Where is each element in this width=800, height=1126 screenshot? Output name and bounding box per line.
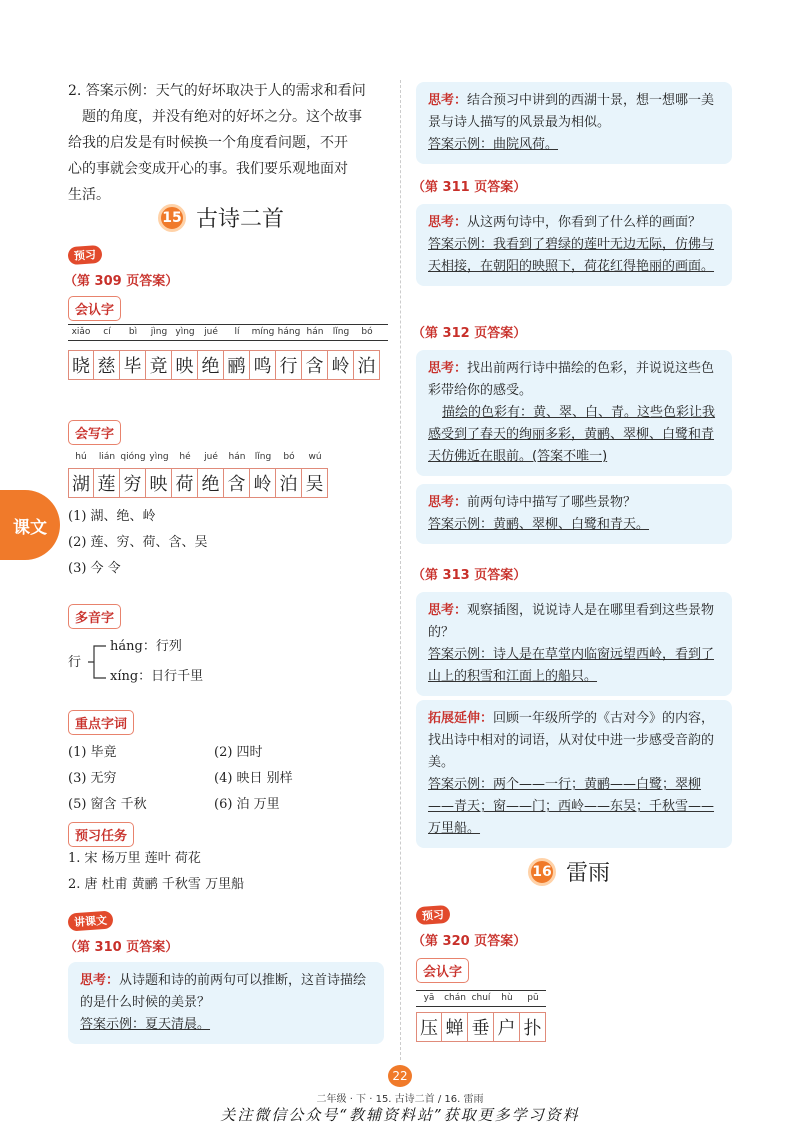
intro-paragraph [68,78,388,208]
pinyin: yìng [175,327,195,337]
recognize-char-row [68,350,380,380]
think-box-311 [416,204,732,286]
think-answer: 答案示例：曲院风荷。 [428,137,559,152]
think-label: 思考： [428,361,468,376]
list-item: (5) 窗含 千秋 [68,797,147,812]
char-cell: 绝 [198,350,224,380]
char-cell: 含 [302,350,328,380]
think-answer: 答案示例：诗人是在草堂内临窗远望西岭，看到了山上的积雪和江面上的船只。 [428,647,715,684]
char-cell: 吴 [302,468,328,498]
answer-heading-312: （第 312 页答案） [412,326,527,341]
char-cell: 绝 [198,468,224,498]
intro-line: 生活。 [68,187,110,203]
char-cell: 压 [416,1012,442,1042]
recognize-pinyin-row [416,991,546,1003]
extension-box-313 [416,700,732,848]
pinyin: lí [234,327,240,337]
list-item: (1) 湖、绝、岭 [68,509,156,524]
page-number: 22 [388,1065,412,1087]
footer-watermark-line: 关注微信公众号“教辅资料站”获取更多学习资料 [220,1106,580,1124]
think-answer: 描绘的色彩有：黄、翠、白、青。这些色彩让我感受到了春天的绚丽多彩，黄鹂、翠柳、白鹭和青天仿佛近在眼前。(答案不唯一) [428,405,716,464]
char-cell: 莲 [94,468,120,498]
think-answer: 答案示例：夏天清晨。 [80,1017,211,1032]
think-label: 思考： [428,495,468,510]
extension-label: 拓展延伸： [428,711,494,726]
polyphone-diagram [68,636,268,692]
lesson-title-text: 雷雨 [566,861,611,886]
write-char-row [68,468,328,498]
list-item: (6) 泊 万里 [214,797,280,812]
key-words-right [214,740,384,818]
think-question: 从诗题和诗的前两句可以推断，这首诗描绘的是什么时候的美景？ [80,973,367,1010]
section-side-tab: 课文 [0,490,60,560]
pinyin: lǐng [254,452,272,462]
list-item: 1. 宋 杨万里 莲叶 荷花 [68,851,201,866]
preview-task-items [68,846,388,898]
char-cell: 鹂 [224,350,250,380]
preview-task-tag: 预习任务 [68,822,134,847]
think-question: 回顾一年级所学的《古对今》的内容，找出诗中相对的词语，从对仗中进一步感受音韵的美。 [428,711,715,770]
pinyin: xiǎo [71,327,91,337]
preview-pill: 预习 [415,905,450,925]
pinyin: jìng [150,327,168,337]
think-box-313a [416,592,732,696]
pinyin: hán [306,327,324,337]
pinyin: hù [501,993,513,1003]
char-cell: 行 [276,350,302,380]
lesson-title-text: 古诗二首 [196,207,285,232]
recognize-pinyin-row [68,325,388,337]
list-item: (2) 四时 [214,745,263,760]
think-question: 从这两句诗中，你看到了什么样的画面？ [467,215,702,230]
pinyin: yā [423,993,435,1003]
pinyin: chuí [471,993,491,1003]
think-question: 观察插图，说说诗人是在哪里看到这些景物的？ [428,603,715,640]
pinyin: yìng [149,452,169,462]
intro-line: 题的角度，并没有绝对的好坏之分。这个故事 [82,109,362,125]
footer-chapter-line: 二年级 · 下 · 15. 古诗二首 / 16. 雷雨 [316,1094,484,1105]
polyphone-tag: 多音字 [68,604,121,629]
list-item: (3) 今 令 [68,561,121,576]
lesson15-title [158,202,284,233]
char-cell: 毕 [120,350,146,380]
char-cell: 映 [146,468,172,498]
pinyin: lǐng [332,327,350,337]
char-cell: 扑 [520,1012,546,1042]
write-pinyin-row [68,452,328,462]
pinyin: míng [251,327,275,337]
think-answer: 答案示例：我看到了碧绿的莲叶无边无际，仿佛与天相接，在朝阳的映照下，荷花红得艳丽的画面。 [428,237,715,274]
think-answer: 答案示例：两个——一行；黄鹂——白鹭；翠柳——青天；窗——门；西岭——东吴；千秋雪——万里船。 [428,777,715,836]
pinyin: cí [103,327,111,337]
think-answer: 答案示例：黄鹂、翠柳、白鹭和青天。 [428,517,650,532]
recognize-tag: 会认字 [68,296,121,321]
char-cell: 户 [494,1012,520,1042]
preview-pill: 预习 [67,245,102,265]
pinyin: chán [444,993,466,1003]
char-cell: 晓 [68,350,94,380]
pinyin: hán [228,452,246,462]
think-box-312a [416,350,732,476]
char-cell: 含 [224,468,250,498]
char-cell: 蝉 [442,1012,468,1042]
pinyin: wú [308,452,322,462]
char-cell: 泊 [354,350,380,380]
char-cell: 鸣 [250,350,276,380]
pinyin: bó [361,327,373,337]
think-label: 思考： [428,215,468,230]
pinyin-lines [416,990,546,1007]
key-words-tag: 重点字词 [68,710,134,735]
lesson-number-badge: 16 [528,858,556,886]
char-cell: 竟 [146,350,172,380]
think-box-310 [68,962,384,1044]
pinyin: qióng [120,452,146,462]
pinyin: jué [204,327,218,337]
think-question: 找出前两行诗中描绘的色彩，并说说这些色彩带给你的感受。 [428,361,715,398]
intro-line: 心的事就会变成开心的事。我们要乐观地面对 [68,161,348,177]
intro-line: 给我的启发是有时候换一个角度看问题，不开 [68,135,348,151]
think-question: 前两句诗中描写了哪些景物？ [467,495,637,510]
list-item: (1) 毕竟 [68,745,117,760]
recognize-char-row [416,1012,546,1042]
answer-heading-313: （第 313 页答案） [412,568,527,583]
list-item: (4) 映日 别样 [214,771,293,786]
answer-heading-311: （第 311 页答案） [412,180,527,195]
polyphone-hang: háng：行列 [110,639,182,654]
intro-line: 2. 答案示例：天气的好坏取决于人的需求和看问 [68,83,366,99]
pinyin-lines [68,324,388,341]
brace-icon [86,642,108,682]
lesson-number-badge: 15 [158,204,186,232]
char-cell: 湖 [68,468,94,498]
polyphone-xing: xíng：日行千里 [110,669,204,684]
key-words-left [68,740,218,818]
char-cell: 映 [172,350,198,380]
char-cell: 岭 [328,350,354,380]
think-box-312b [416,484,732,544]
pinyin: hé [179,452,191,462]
list-item: (2) 莲、穷、荷、含、吴 [68,535,208,550]
pinyin: hú [75,452,87,462]
list-item: 2. 唐 杜甫 黄鹂 千秋雪 万里船 [68,877,245,892]
recognize-tag: 会认字 [416,958,469,983]
write-tag: 会写字 [68,420,121,445]
char-cell: 穷 [120,468,146,498]
pinyin: háng [277,327,301,337]
pinyin: bì [128,327,138,337]
answer-heading-320: （第 320 页答案） [412,934,527,949]
think-question: 结合预习中讲到的西湖十景，想一想哪一美景与诗人描写的风景最为相似。 [428,93,715,130]
column-divider [400,80,401,1060]
lecture-pill: 讲课文 [67,910,113,931]
lesson16-title [528,856,610,887]
answer-heading-310: （第 310 页答案） [64,940,179,955]
polyphone-char: 行 [68,655,82,670]
char-cell: 荷 [172,468,198,498]
char-cell: 岭 [250,468,276,498]
pinyin: jué [204,452,218,462]
pinyin: bó [283,452,295,462]
answer-heading-309: （第 309 页答案） [64,274,179,289]
think-label: 思考： [428,93,468,108]
think-label: 思考： [80,973,120,988]
char-cell: 垂 [468,1012,494,1042]
write-items [68,504,388,582]
think-label: 思考： [428,603,468,618]
think-box-top [416,82,732,164]
pinyin: lián [98,452,116,462]
list-item: (3) 无穷 [68,771,117,786]
char-cell: 慈 [94,350,120,380]
pinyin: pū [527,993,539,1003]
char-cell: 泊 [276,468,302,498]
